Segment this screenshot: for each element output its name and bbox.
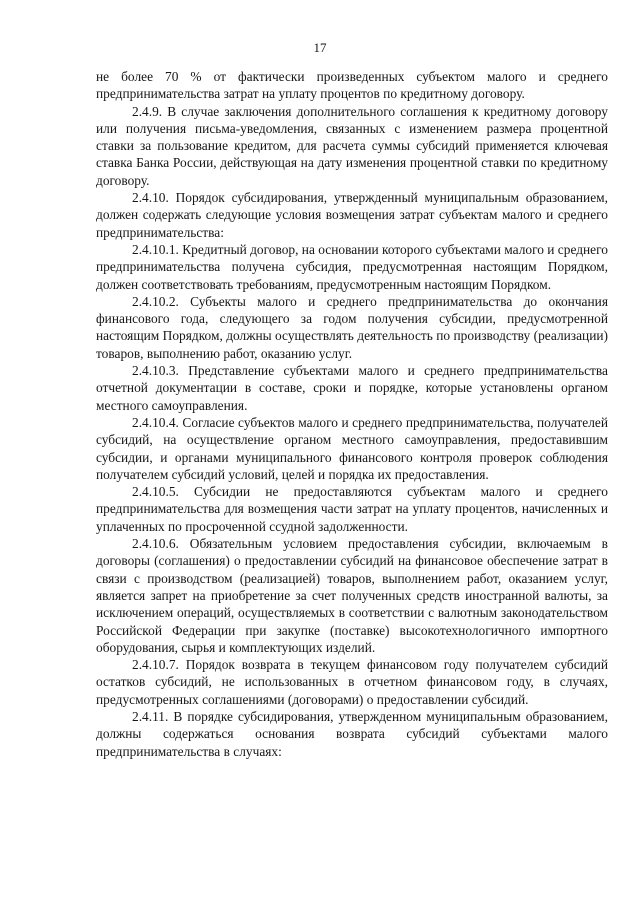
paragraph-2-4-10-4: 2.4.10.4. Согласие субъектов малого и среднего предпринимательства, получателей субсидий, на осуществление органом местного самоуправления, предоставившим субсидии, и органами муниципального финансового контроля проверок соблюдения получателем субсидий условий, целей и порядка их предоставления.	[96, 414, 608, 482]
paragraph-2-4-10-3: 2.4.10.3. Представление субъектами малого и среднего предпринимательства отчетной документации в составе, сроки и порядке, которые установлены органом местного самоуправления.	[96, 363, 608, 413]
paragraph-2-4-10-2: 2.4.10.2. Субъекты малого и среднего предпринимательства до окончания финансового года, следующего за годом получения субсидии, предусмотренной настоящим Порядком, должны осуществлять деятельность по производству (реализации) товаров, выполнению работ, оказанию услуг.	[96, 293, 608, 361]
paragraph-2-4-10-7: 2.4.10.7. Порядок возврата в текущем финансовом году получателем субсидий остатков субсидий, не использованных в отчетном финансовом году, в случаях, предусмотренных соглашениями (договорами) о предоставлении субсидий.	[96, 657, 608, 707]
paragraph-2-4-10-6: 2.4.10.6. Обязательным условием предоставления субсидии, включаемым в договоры (соглашения) о предоставлении субсидий на финансовое обеспечение затрат в связи с производством (реализацией) товаров, выполнением работ, оказанием услуг, является запрет на приобретение за счет полученных средств иностранной валюты, за исключением операций, осуществляемых в соответствии с валютным законодательством Российской Федерации при закупке (поставке) высокотехнологичного импортного оборудования, сырья и комплектующих изделий.	[96, 536, 608, 655]
paragraph-2-4-10-5: 2.4.10.5. Субсидии не предоставляются субъектам малого и среднего предпринимательства для возмещения части затрат на уплату процентов, начисленных и уплаченных по просроченной ссудной задолженности.	[96, 484, 608, 534]
paragraph-2-4-10-1: 2.4.10.1. Кредитный договор, на основании которого субъектами малого и среднего предпринимательства получена субсидия, предусмотренная настоящим Порядком, должен соответствовать требованиям, предусмотренным настоящим Порядком.	[96, 241, 608, 292]
page-number: 17	[313, 40, 327, 55]
paragraph-2-4-10: 2.4.10. Порядок субсидирования, утвержденный муниципальным образованием, должен содержать следующие условия возмещения затрат субъектам малого и среднего предпринимательства:	[96, 190, 608, 240]
document-body	[96, 68, 608, 760]
paragraph-2-4-11: 2.4.11. В порядке субсидирования, утвержденном муниципальным образованием, должны содержаться основания возврата субсидий субъектами малого предпринимательства в случаях:	[96, 708, 608, 759]
paragraph-continuation: не более 70 % от фактически произведенных субъектом малого и среднего предпринимательства затрат на уплату процентов по кредитному договору.	[96, 69, 608, 102]
paragraph-2-4-9: 2.4.9. В случае заключения дополнительного соглашения к кредитному договору или получения письма-уведомления, связанных с изменением размера процентной ставки за пользование кредитом, для расчета суммы субсидий применяется ключевая ставка Банка России, действующая на дату изменения процентной ставки по кредитному договору.	[96, 103, 608, 188]
